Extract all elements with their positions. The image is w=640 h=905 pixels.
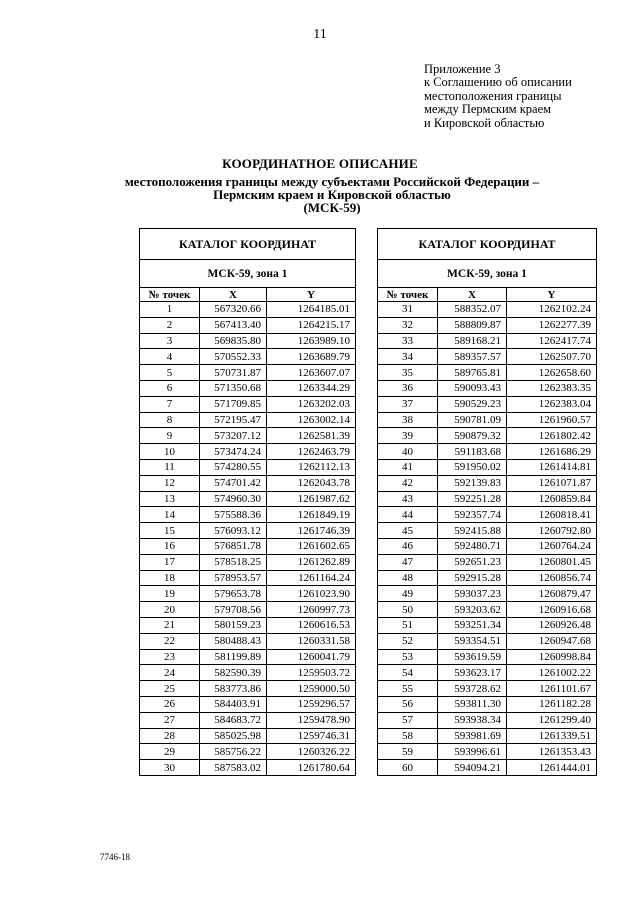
- y-coordinate-cell: 1262658.60: [507, 365, 597, 381]
- table-row: [140, 744, 356, 760]
- table-row: [378, 523, 597, 539]
- table-row: [378, 538, 597, 554]
- x-coordinate-cell: 592251.28: [438, 491, 507, 507]
- y-coordinate-cell: 1261071.87: [507, 475, 597, 491]
- point-number-cell: 22: [140, 633, 200, 649]
- x-coordinate-cell: 593619.59: [438, 649, 507, 665]
- y-coordinate-cell: 1262043.78: [267, 475, 356, 491]
- point-number-cell: 15: [140, 523, 200, 539]
- y-coordinate-cell: 1261353.43: [507, 744, 597, 760]
- y-coordinate-cell: 1262383.04: [507, 396, 597, 412]
- point-number-cell: 36: [378, 380, 438, 396]
- table-body: [140, 302, 356, 776]
- point-number-cell: 56: [378, 696, 438, 712]
- x-coordinate-cell: 593203.62: [438, 602, 507, 618]
- point-number-cell: 57: [378, 712, 438, 728]
- catalog-subtitle: МСК-59, зона 1: [140, 260, 356, 288]
- column-header-x: X: [438, 288, 507, 302]
- table-row: [140, 365, 356, 381]
- point-number-cell: 1: [140, 302, 200, 318]
- point-number-cell: 52: [378, 633, 438, 649]
- point-number-cell: 49: [378, 586, 438, 602]
- y-coordinate-cell: 1260331.58: [267, 633, 356, 649]
- table-row: [378, 507, 597, 523]
- appendix-line: Приложение 3: [424, 62, 501, 76]
- table-row: [140, 696, 356, 712]
- point-number-cell: 32: [378, 317, 438, 333]
- point-number-cell: 51: [378, 617, 438, 633]
- table-row: [378, 317, 597, 333]
- point-number-cell: 33: [378, 333, 438, 349]
- point-number-cell: 10: [140, 444, 200, 460]
- x-coordinate-cell: 578953.57: [200, 570, 267, 586]
- table-row: [140, 475, 356, 491]
- table-row: [378, 586, 597, 602]
- y-coordinate-cell: 1262581.39: [267, 428, 356, 444]
- table-row: [378, 681, 597, 697]
- y-coordinate-cell: 1261849.19: [267, 507, 356, 523]
- x-coordinate-cell: 575588.36: [200, 507, 267, 523]
- x-coordinate-cell: 571709.85: [200, 396, 267, 412]
- y-coordinate-cell: 1262463.79: [267, 444, 356, 460]
- x-coordinate-cell: 589357.57: [438, 349, 507, 365]
- y-coordinate-cell: 1261602.65: [267, 538, 356, 554]
- x-coordinate-cell: 588809.87: [438, 317, 507, 333]
- document-subtitle-line: (МСК-59): [303, 200, 361, 215]
- table-row: [140, 491, 356, 507]
- y-coordinate-cell: 1262102.24: [507, 302, 597, 318]
- table-row: [378, 728, 597, 744]
- column-header-y: Y: [267, 288, 356, 302]
- table-row: [140, 554, 356, 570]
- y-coordinate-cell: 1261960.57: [507, 412, 597, 428]
- table-row: [140, 412, 356, 428]
- table-row: [140, 459, 356, 475]
- table-row: [140, 302, 356, 318]
- x-coordinate-cell: 574701.42: [200, 475, 267, 491]
- point-number-cell: 27: [140, 712, 200, 728]
- y-coordinate-cell: 1262277.39: [507, 317, 597, 333]
- coordinate-catalog-table-left: [139, 228, 356, 776]
- table-row: [140, 333, 356, 349]
- table-row: [378, 760, 597, 776]
- point-number-cell: 5: [140, 365, 200, 381]
- x-coordinate-cell: 583773.86: [200, 681, 267, 697]
- y-coordinate-cell: 1259746.31: [267, 728, 356, 744]
- point-number-cell: 21: [140, 617, 200, 633]
- point-number-cell: 42: [378, 475, 438, 491]
- document-subtitle-line: местоположения границы между субъектами Российской Федерации –: [124, 174, 540, 189]
- appendix-note: [424, 63, 572, 130]
- document-title: КООРДИНАТНОЕ ОПИСАНИЕ: [222, 156, 418, 171]
- x-coordinate-cell: 567320.66: [200, 302, 267, 318]
- y-coordinate-cell: 1260801.45: [507, 554, 597, 570]
- appendix-line: и Кировской областью: [424, 115, 545, 130]
- x-coordinate-cell: 576093.12: [200, 523, 267, 539]
- x-coordinate-cell: 584403.91: [200, 696, 267, 712]
- point-number-cell: 58: [378, 728, 438, 744]
- point-number-cell: 24: [140, 665, 200, 681]
- point-number-cell: 17: [140, 554, 200, 570]
- x-coordinate-cell: 590093.43: [438, 380, 507, 396]
- y-coordinate-cell: 1260859.84: [507, 491, 597, 507]
- x-coordinate-cell: 580159.23: [200, 617, 267, 633]
- x-coordinate-cell: 593728.62: [438, 681, 507, 697]
- point-number-cell: 6: [140, 380, 200, 396]
- table-row: [378, 412, 597, 428]
- y-coordinate-cell: 1260326.22: [267, 744, 356, 760]
- document-subtitle-line: Пермским краем и Кировской областью: [213, 187, 451, 202]
- y-coordinate-cell: 1263002.14: [267, 412, 356, 428]
- table-row: [140, 712, 356, 728]
- y-coordinate-cell: 1263202.03: [267, 396, 356, 412]
- table-row: [378, 380, 597, 396]
- y-coordinate-cell: 1263989.10: [267, 333, 356, 349]
- table-row: [378, 617, 597, 633]
- table-row: [140, 523, 356, 539]
- point-number-cell: 7: [140, 396, 200, 412]
- x-coordinate-cell: 570731.87: [200, 365, 267, 381]
- point-number-cell: 43: [378, 491, 438, 507]
- table-row: [140, 586, 356, 602]
- table-row: [378, 396, 597, 412]
- column-header-x: X: [200, 288, 267, 302]
- point-number-cell: 19: [140, 586, 200, 602]
- y-coordinate-cell: 1260764.24: [507, 538, 597, 554]
- page-number: 11: [313, 27, 327, 42]
- x-coordinate-cell: 590879.32: [438, 428, 507, 444]
- point-number-cell: 29: [140, 744, 200, 760]
- y-coordinate-cell: 1262112.13: [267, 459, 356, 475]
- y-coordinate-cell: 1260616.53: [267, 617, 356, 633]
- x-coordinate-cell: 591950.02: [438, 459, 507, 475]
- table-row: [140, 396, 356, 412]
- table-row: [140, 760, 356, 776]
- table-row: [140, 570, 356, 586]
- point-number-cell: 12: [140, 475, 200, 491]
- appendix-line: местоположения границы: [424, 88, 562, 103]
- y-coordinate-cell: 1261780.64: [267, 760, 356, 776]
- table-row: [140, 649, 356, 665]
- point-number-cell: 25: [140, 681, 200, 697]
- point-number-cell: 20: [140, 602, 200, 618]
- catalog-title: КАТАЛОГ КООРДИНАТ: [378, 229, 597, 260]
- y-coordinate-cell: 1261802.42: [507, 428, 597, 444]
- point-number-cell: 18: [140, 570, 200, 586]
- table-row: [378, 365, 597, 381]
- point-number-cell: 28: [140, 728, 200, 744]
- point-number-cell: 40: [378, 444, 438, 460]
- y-coordinate-cell: 1263689.79: [267, 349, 356, 365]
- x-coordinate-cell: 584683.72: [200, 712, 267, 728]
- x-coordinate-cell: 594094.21: [438, 760, 507, 776]
- table-row: [378, 649, 597, 665]
- point-number-cell: 16: [140, 538, 200, 554]
- point-number-cell: 48: [378, 570, 438, 586]
- table-row: [378, 712, 597, 728]
- x-coordinate-cell: 590781.09: [438, 412, 507, 428]
- y-coordinate-cell: 1260998.84: [507, 649, 597, 665]
- x-coordinate-cell: 593996.61: [438, 744, 507, 760]
- x-coordinate-cell: 593811.30: [438, 696, 507, 712]
- point-number-cell: 60: [378, 760, 438, 776]
- appendix-line: между Пермским краем: [424, 102, 552, 117]
- point-number-cell: 47: [378, 554, 438, 570]
- point-number-cell: 3: [140, 333, 200, 349]
- point-number-cell: 39: [378, 428, 438, 444]
- point-number-cell: 59: [378, 744, 438, 760]
- x-coordinate-cell: 580488.43: [200, 633, 267, 649]
- x-coordinate-cell: 572195.47: [200, 412, 267, 428]
- table-row: [140, 617, 356, 633]
- table-row: [378, 302, 597, 318]
- x-coordinate-cell: 574960.30: [200, 491, 267, 507]
- table-row: [140, 681, 356, 697]
- column-header-y: Y: [507, 288, 597, 302]
- table-row: [378, 665, 597, 681]
- y-coordinate-cell: 1260916.68: [507, 602, 597, 618]
- y-coordinate-cell: 1259478.90: [267, 712, 356, 728]
- point-number-cell: 4: [140, 349, 200, 365]
- point-number-cell: 2: [140, 317, 200, 333]
- point-number-cell: 54: [378, 665, 438, 681]
- table-row: [140, 428, 356, 444]
- y-coordinate-cell: 1263607.07: [267, 365, 356, 381]
- table-row: [378, 428, 597, 444]
- x-coordinate-cell: 585756.22: [200, 744, 267, 760]
- y-coordinate-cell: 1261414.81: [507, 459, 597, 475]
- y-coordinate-cell: 1260041.79: [267, 649, 356, 665]
- table-row: [140, 633, 356, 649]
- column-header-point: № точек: [378, 288, 438, 302]
- coordinate-catalog-table-right: [377, 228, 597, 776]
- table-row: [140, 349, 356, 365]
- point-number-cell: 53: [378, 649, 438, 665]
- x-coordinate-cell: 576851.78: [200, 538, 267, 554]
- table-row: [378, 333, 597, 349]
- table-row: [378, 554, 597, 570]
- y-coordinate-cell: 1262417.74: [507, 333, 597, 349]
- x-coordinate-cell: 593251.34: [438, 617, 507, 633]
- x-coordinate-cell: 574280.55: [200, 459, 267, 475]
- x-coordinate-cell: 589765.81: [438, 365, 507, 381]
- x-coordinate-cell: 569835.80: [200, 333, 267, 349]
- y-coordinate-cell: 1262383.35: [507, 380, 597, 396]
- y-coordinate-cell: 1261746.39: [267, 523, 356, 539]
- point-number-cell: 23: [140, 649, 200, 665]
- table-row: [378, 459, 597, 475]
- document-code: 7746-18: [100, 852, 130, 862]
- y-coordinate-cell: 1261164.24: [267, 570, 356, 586]
- y-coordinate-cell: 1261182.28: [507, 696, 597, 712]
- table-row: [140, 665, 356, 681]
- point-number-cell: 35: [378, 365, 438, 381]
- x-coordinate-cell: 589168.21: [438, 333, 507, 349]
- x-coordinate-cell: 579708.56: [200, 602, 267, 618]
- point-number-cell: 55: [378, 681, 438, 697]
- x-coordinate-cell: 593981.69: [438, 728, 507, 744]
- catalog-title: КАТАЛОГ КООРДИНАТ: [140, 229, 356, 260]
- y-coordinate-cell: 1260792.80: [507, 523, 597, 539]
- x-coordinate-cell: 593354.51: [438, 633, 507, 649]
- y-coordinate-cell: 1261101.67: [507, 681, 597, 697]
- table-row: [378, 349, 597, 365]
- y-coordinate-cell: 1261686.29: [507, 444, 597, 460]
- point-number-cell: 9: [140, 428, 200, 444]
- x-coordinate-cell: 578518.25: [200, 554, 267, 570]
- table-row: [140, 602, 356, 618]
- point-number-cell: 13: [140, 491, 200, 507]
- x-coordinate-cell: 567413.40: [200, 317, 267, 333]
- x-coordinate-cell: 582590.39: [200, 665, 267, 681]
- point-number-cell: 14: [140, 507, 200, 523]
- x-coordinate-cell: 592357.74: [438, 507, 507, 523]
- x-coordinate-cell: 593623.17: [438, 665, 507, 681]
- y-coordinate-cell: 1260818.41: [507, 507, 597, 523]
- table-row: [140, 728, 356, 744]
- point-number-cell: 11: [140, 459, 200, 475]
- x-coordinate-cell: 581199.89: [200, 649, 267, 665]
- x-coordinate-cell: 570552.33: [200, 349, 267, 365]
- x-coordinate-cell: 579653.78: [200, 586, 267, 602]
- y-coordinate-cell: 1260926.48: [507, 617, 597, 633]
- y-coordinate-cell: 1259296.57: [267, 696, 356, 712]
- y-coordinate-cell: 1259000.50: [267, 681, 356, 697]
- x-coordinate-cell: 588352.07: [438, 302, 507, 318]
- point-number-cell: 34: [378, 349, 438, 365]
- table-row: [378, 570, 597, 586]
- x-coordinate-cell: 592415.88: [438, 523, 507, 539]
- x-coordinate-cell: 592651.23: [438, 554, 507, 570]
- point-number-cell: 38: [378, 412, 438, 428]
- y-coordinate-cell: 1264185.01: [267, 302, 356, 318]
- table-row: [140, 538, 356, 554]
- x-coordinate-cell: 592915.28: [438, 570, 507, 586]
- x-coordinate-cell: 573474.24: [200, 444, 267, 460]
- y-coordinate-cell: 1260947.68: [507, 633, 597, 649]
- y-coordinate-cell: 1259503.72: [267, 665, 356, 681]
- y-coordinate-cell: 1262507.70: [507, 349, 597, 365]
- appendix-line: к Соглашению об описании: [424, 75, 572, 90]
- table-row: [378, 491, 597, 507]
- table-row: [378, 696, 597, 712]
- y-coordinate-cell: 1261262.89: [267, 554, 356, 570]
- point-number-cell: 44: [378, 507, 438, 523]
- table-row: [378, 444, 597, 460]
- x-coordinate-cell: 593037.23: [438, 586, 507, 602]
- y-coordinate-cell: 1263344.29: [267, 380, 356, 396]
- point-number-cell: 30: [140, 760, 200, 776]
- y-coordinate-cell: 1260879.47: [507, 586, 597, 602]
- y-coordinate-cell: 1261299.40: [507, 712, 597, 728]
- y-coordinate-cell: 1260997.73: [267, 602, 356, 618]
- x-coordinate-cell: 592480.71: [438, 538, 507, 554]
- x-coordinate-cell: 571350.68: [200, 380, 267, 396]
- x-coordinate-cell: 593938.34: [438, 712, 507, 728]
- table-row: [140, 507, 356, 523]
- table-body: [378, 302, 597, 776]
- table-row: [378, 633, 597, 649]
- y-coordinate-cell: 1261339.51: [507, 728, 597, 744]
- point-number-cell: 26: [140, 696, 200, 712]
- x-coordinate-cell: 585025.98: [200, 728, 267, 744]
- y-coordinate-cell: 1261987.62: [267, 491, 356, 507]
- table-row: [378, 602, 597, 618]
- table-row: [378, 475, 597, 491]
- point-number-cell: 41: [378, 459, 438, 475]
- table-row: [140, 380, 356, 396]
- y-coordinate-cell: 1261444.01: [507, 760, 597, 776]
- catalog-subtitle: МСК-59, зона 1: [378, 260, 597, 288]
- x-coordinate-cell: 591183.68: [438, 444, 507, 460]
- point-number-cell: 50: [378, 602, 438, 618]
- y-coordinate-cell: 1261023.90: [267, 586, 356, 602]
- table-row: [378, 744, 597, 760]
- x-coordinate-cell: 573207.12: [200, 428, 267, 444]
- x-coordinate-cell: 587583.02: [200, 760, 267, 776]
- table-row: [140, 317, 356, 333]
- point-number-cell: 46: [378, 538, 438, 554]
- point-number-cell: 8: [140, 412, 200, 428]
- x-coordinate-cell: 592139.83: [438, 475, 507, 491]
- x-coordinate-cell: 590529.23: [438, 396, 507, 412]
- table-row: [140, 444, 356, 460]
- point-number-cell: 45: [378, 523, 438, 539]
- point-number-cell: 37: [378, 396, 438, 412]
- y-coordinate-cell: 1264215.17: [267, 317, 356, 333]
- y-coordinate-cell: 1260856.74: [507, 570, 597, 586]
- y-coordinate-cell: 1261002.22: [507, 665, 597, 681]
- column-header-point: № точек: [140, 288, 200, 302]
- point-number-cell: 31: [378, 302, 438, 318]
